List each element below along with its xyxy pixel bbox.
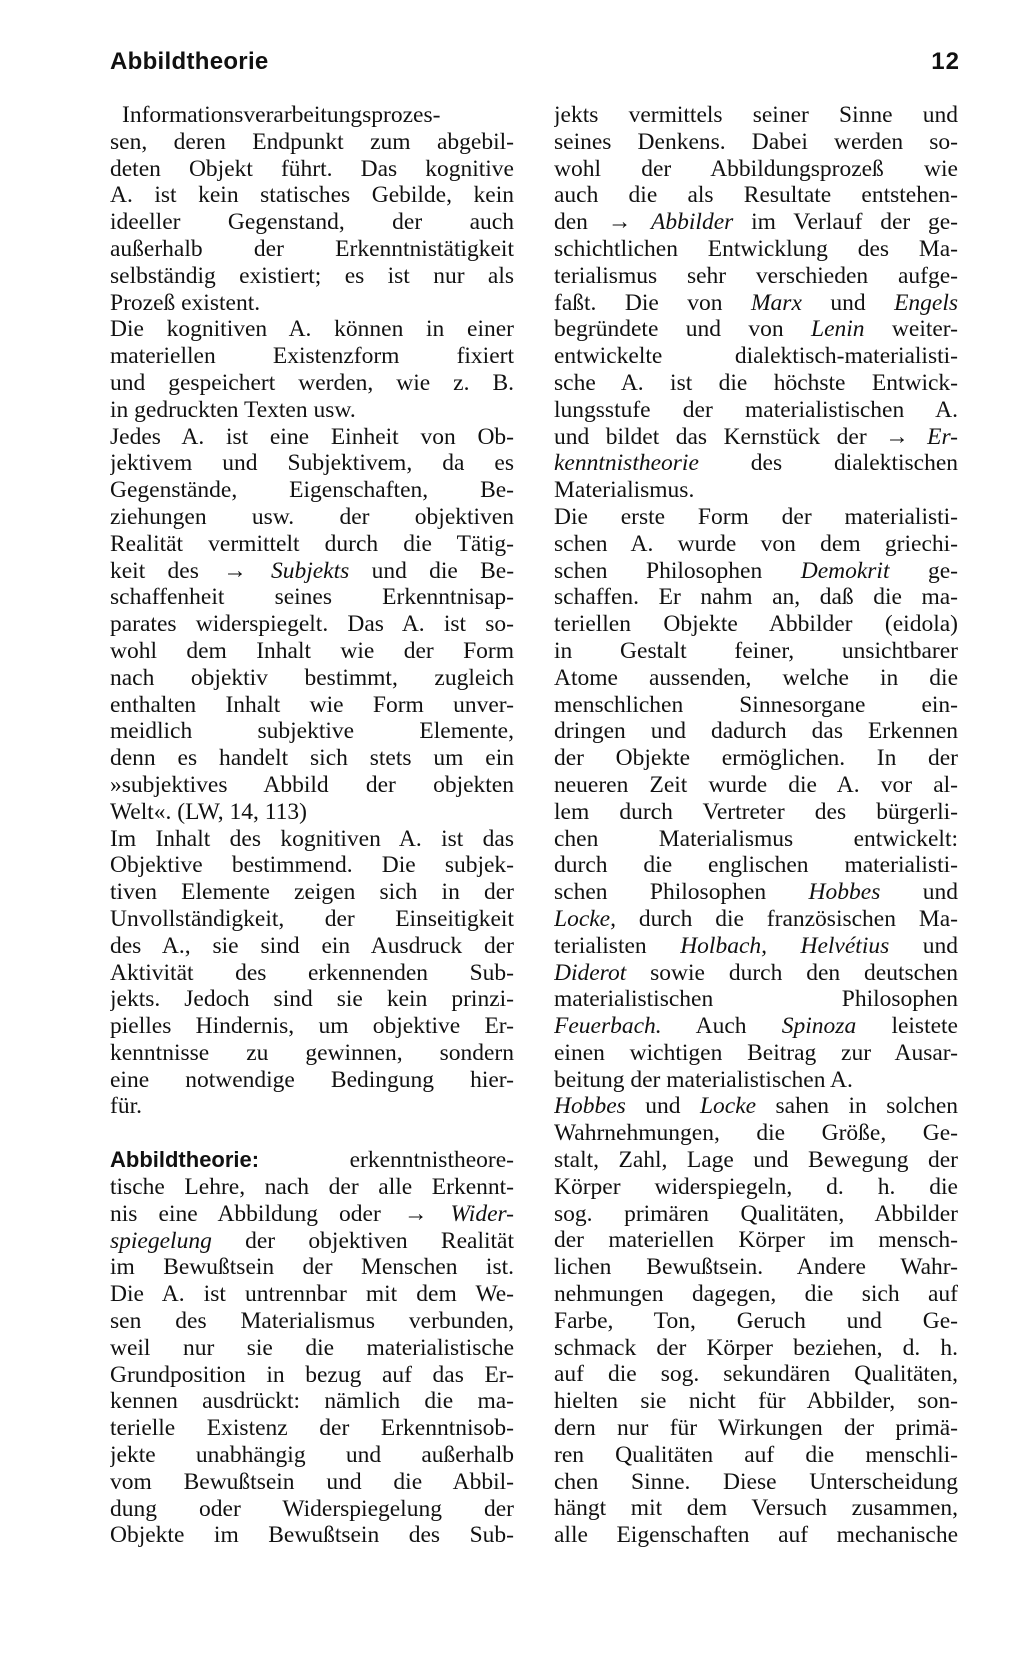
text-line: kenntnisse zu gewinnen, sondern (110, 1039, 514, 1066)
cross-reference-arrow-icon: → (607, 209, 632, 236)
cross-reference-link[interactable]: Subjekts (270, 557, 350, 584)
text-line-with-reference (554, 450, 958, 477)
text-line (554, 960, 958, 987)
text-line: alle Eigenschaften auf mechanische (554, 1522, 958, 1549)
text-segment: der objektiven Realität (245, 1227, 514, 1254)
text-line: und gespeichert werden, wie z. B. (110, 369, 514, 396)
text-line: durch die englischen materialisti- (554, 852, 958, 879)
text-segment: und (922, 932, 958, 959)
text-line: sen, deren Endpunkt zum abgebil- (110, 128, 514, 155)
cross-reference-link[interactable]: kenntnistheorie (554, 450, 699, 477)
text-line: tiven Elemente zeigen sich in der (110, 879, 514, 906)
text-segment: schen Philosophen (554, 557, 763, 584)
text-line: nehmungen dagegen, die sich auf (554, 1281, 958, 1308)
text-segment: begründete und von (554, 316, 784, 343)
text-line: schmack der Körper beziehen, d. h. (554, 1334, 958, 1361)
text-line: kennen ausdrückt: nämlich die ma- (110, 1388, 514, 1415)
person-name: Hobbes (554, 1093, 626, 1120)
running-head-title: Abbildtheorie (110, 48, 269, 75)
person-name: Lenin (811, 316, 865, 343)
person-name: Demokrit (800, 557, 890, 584)
text-line (554, 316, 958, 343)
text-line: Unvollständigkeit, der Einseitigkeit (110, 905, 514, 932)
text-line: terielle Existenz der Erkenntnisob- (110, 1415, 514, 1442)
text-line: Die erste Form der materialisti- (554, 503, 958, 530)
text-segment: Auch (695, 1013, 747, 1040)
entry-headline (110, 1147, 514, 1174)
entry-keyword: Abbildtheorie: (110, 1147, 260, 1173)
text-segment: keit des (110, 557, 199, 584)
text-line: ren Qualitäten auf die menschli- (554, 1441, 958, 1468)
text-line: Körper widerspiegeln, d. h. die (554, 1173, 958, 1200)
text-line: auch die als Resultate entstehen- (554, 182, 958, 209)
text-line: schen A. wurde von dem griechi- (554, 530, 958, 557)
text-line: sen des Materialismus verbunden, (110, 1308, 514, 1335)
text-line-with-reference (110, 1201, 514, 1228)
text-line: Gegenstände, Eigenschaften, Be- (110, 477, 514, 504)
text-line: enthalten Inhalt wie Form unver- (110, 691, 514, 718)
text-line: lem durch Vertreter des bürgerli- (554, 798, 958, 825)
text-line: seines Denkens. Dabei werden so- (554, 128, 958, 155)
text-line-with-reference (554, 424, 958, 451)
text-line: eine notwendige Bedingung hier- (110, 1066, 514, 1093)
text-line: schaffen. Er nahm an, daß die ma- (554, 584, 958, 611)
cross-reference-link[interactable]: Abbilder (651, 209, 734, 236)
text-segment: sahen in solchen (775, 1093, 958, 1120)
text-line: dung oder Widerspiegelung der (110, 1495, 514, 1522)
text-line: Wahrnehmungen, die Größe, Ge- (554, 1120, 958, 1147)
person-name: Feuerbach. (554, 1013, 662, 1040)
cross-reference-link[interactable]: Er- (927, 423, 958, 450)
text-line: Informationsverarbeitungsprozes- (122, 102, 441, 128)
paragraph-continuation (554, 102, 958, 504)
cross-reference-arrow-icon: → (403, 1200, 428, 1227)
text-line: jektivem und Subjektivem, da es (110, 450, 514, 477)
paragraph-objective (110, 826, 514, 1121)
text-line: lichen Bewußtsein. Andere Wahr- (554, 1254, 958, 1281)
text-line: für. (110, 1093, 142, 1120)
text-line: dringen und dadurch das Erkennen (554, 718, 958, 745)
text-segment: im Verlauf der ge- (751, 209, 958, 236)
text-line: A. ist kein statisches Gebilde, kein (110, 182, 514, 209)
text-line: jekts. Jedoch sind sie kein prinzi- (110, 986, 514, 1013)
text-line: im Bewußtsein der Menschen ist. (110, 1254, 514, 1281)
text-line: stalt, Zahl, Lage und Bewegung der (554, 1147, 958, 1174)
text-line (554, 1013, 958, 1040)
text-line: menschlichen Sinnesorgane ein- (554, 691, 958, 718)
text-line: des A., sie sind ein Ausdruck der (110, 932, 514, 959)
text-line: nach objektiv bestimmt, zugleich (110, 664, 514, 691)
text-line-with-reference (554, 209, 958, 236)
text-line: ideeller Gegenstand, der auch (110, 209, 514, 236)
text-line: Welt«. (LW, 14, 113) (110, 798, 307, 825)
text-line: »subjektives Abbild der objekten (110, 771, 514, 798)
cross-reference-arrow-icon: → (885, 423, 909, 450)
person-name: Locke (699, 1093, 757, 1120)
text-segment: leistete (891, 1013, 958, 1040)
text-line: pielles Hindernis, um objektive Er- (110, 1013, 514, 1040)
text-line: lungsstufe der materialistischen A. (554, 396, 958, 423)
text-segment: durch die französischen Ma- (638, 905, 958, 932)
text-segment: weiter- (891, 316, 958, 343)
text-line: schichtlichen Entwicklung des Ma- (554, 235, 958, 262)
text-line: Die A. ist untrennbar mit dem We- (110, 1281, 514, 1308)
text-line: tische Lehre, nach der alle Erkennt- (110, 1174, 514, 1201)
text-line: Prozeß existent. (110, 289, 261, 316)
paragraph-history (554, 504, 958, 1094)
person-name: Spinoza (781, 1013, 857, 1040)
text-line: auf die sog. sekundären Qualitäten, (554, 1361, 958, 1388)
text-line (554, 1093, 958, 1120)
cross-reference-arrow-icon: → (223, 557, 247, 584)
text-line: der Objekte ermöglichen. In der (554, 745, 958, 772)
text-line: Materialismus. (554, 477, 695, 504)
text-line (554, 879, 958, 906)
text-line (554, 933, 958, 960)
text-line: ziehungen usw. der objektiven (110, 503, 514, 530)
text-line: jekts vermittels seiner Sinne und (554, 102, 958, 128)
person-name: Locke, (554, 905, 616, 932)
text-line: dern nur für Wirkungen der primä- (554, 1415, 958, 1442)
text-line: sche A. ist die höchste Entwick- (554, 369, 958, 396)
text-line: jekte unabhängig und außerhalb (110, 1442, 514, 1469)
text-segment: erkenntnistheore- (349, 1147, 514, 1174)
text-line: beitung der materialistischen A. (554, 1066, 853, 1093)
text-line (554, 558, 958, 585)
text-line: der materiellen Körper im mensch- (554, 1227, 958, 1254)
person-name: Marx (750, 289, 802, 316)
text-line: sog. primären Qualitäten, Abbilder (554, 1200, 958, 1227)
text-segment: und (645, 1093, 681, 1120)
text-line: in Gestalt feiner, unsichtbarer (554, 637, 958, 664)
text-segment: schen Philosophen (554, 879, 767, 906)
text-line: denn es handelt sich stets um ein (110, 745, 514, 772)
text-line-with-reference (110, 1228, 514, 1255)
text-line: schaffenheit seines Erkenntnisap- (110, 584, 514, 611)
text-line-with-reference (110, 558, 514, 585)
text-line: parates widerspiegelt. Das A. ist so- (110, 611, 514, 638)
entry-abbildtheorie (110, 1147, 514, 1549)
text-segment: und die Be- (371, 557, 514, 584)
text-line: hielten sie nicht für Abbilder, son- (554, 1388, 958, 1415)
text-line: Atome aussenden, welche in die (554, 664, 958, 691)
text-line: deten Objekt führt. Das kognitive (110, 155, 514, 182)
text-line: Im Inhalt des kognitiven A. ist das (110, 825, 514, 852)
text-line: neueren Zeit wurde die A. vor al- (554, 771, 958, 798)
text-line: selbständig existiert; es ist nur als (110, 262, 514, 289)
text-line: materialistischen Philosophen (554, 986, 958, 1013)
text-segment: ge- (927, 557, 958, 584)
text-line: Grundposition in bezug auf das Er- (110, 1361, 514, 1388)
text-line: terialismus sehr verschieden aufge- (554, 262, 958, 289)
text-line: einen wichtigen Beitrag zur Ausar- (554, 1039, 958, 1066)
text-segment: terialisten (554, 932, 647, 959)
right-column (554, 102, 958, 1549)
text-line: hängt mit dem Versuch zusammen, (554, 1495, 958, 1522)
text-line: vom Bewußtsein und die Abbil- (110, 1468, 514, 1495)
text-line (554, 290, 958, 317)
cross-reference-link[interactable]: Wider- (450, 1200, 514, 1227)
text-line: teriellen Objekte Abbilder (eidola) (554, 611, 958, 638)
text-segment: sowie durch den deutschen (650, 959, 958, 986)
text-line: Objektive bestimmend. Die subjek- (110, 852, 514, 879)
text-line: chen Materialismus entwickelt: (554, 825, 958, 852)
text-line: chen Sinne. Diese Unterscheidung (554, 1468, 958, 1495)
text-line: Die kognitiven A. können in einer (110, 316, 514, 343)
person-name: Engels (894, 289, 958, 316)
text-segment: des dialektischen (750, 450, 958, 477)
paragraph-unity (110, 424, 514, 826)
paragraph-storage (110, 316, 514, 423)
text-line: Realität vermittelt durch die Tätig- (110, 530, 514, 557)
text-segment: und (922, 879, 958, 906)
text-segment: faßt. Die von (554, 289, 723, 316)
text-line: außerhalb der Erkenntnistätigkeit (110, 235, 514, 262)
text-line (554, 906, 958, 933)
person-name: Holbach, Helvétius (680, 932, 890, 959)
person-name: Diderot (554, 959, 627, 986)
entry-separator (110, 1120, 514, 1147)
text-line: in gedruckten Texten usw. (110, 396, 356, 423)
text-line: meidlich subjektive Elemente, (110, 718, 514, 745)
text-line: wohl der Abbildungsprozeß wie (554, 155, 958, 182)
text-line: Farbe, Ton, Geruch und Ge- (554, 1307, 958, 1334)
text-segment: nis eine Abbildung oder (110, 1200, 381, 1227)
text-line: materiellen Existenzform fixiert (110, 343, 514, 370)
cross-reference-link[interactable]: spiegelung (110, 1227, 212, 1254)
person-name: Hobbes (808, 879, 881, 906)
page-number: 12 (931, 48, 960, 75)
text-segment: und bildet das Kernstück der (554, 423, 867, 450)
text-line: entwickelte dialektisch-materialisti- (554, 343, 958, 370)
text-line: Jedes A. ist eine Einheit von Ob- (110, 423, 514, 450)
text-segment: den (554, 209, 588, 236)
text-segment: und (830, 289, 866, 316)
text-line: Objekte im Bewußtsein des Sub- (110, 1522, 514, 1549)
text-line: weil nur sie die materialistische (110, 1334, 514, 1361)
text-line: Aktivität des erkennenden Sub- (110, 959, 514, 986)
paragraph-qualities (554, 1093, 958, 1549)
left-column (110, 102, 514, 1549)
text-line: wohl dem Inhalt wie der Form (110, 637, 514, 664)
paragraph-continuation (110, 102, 514, 316)
